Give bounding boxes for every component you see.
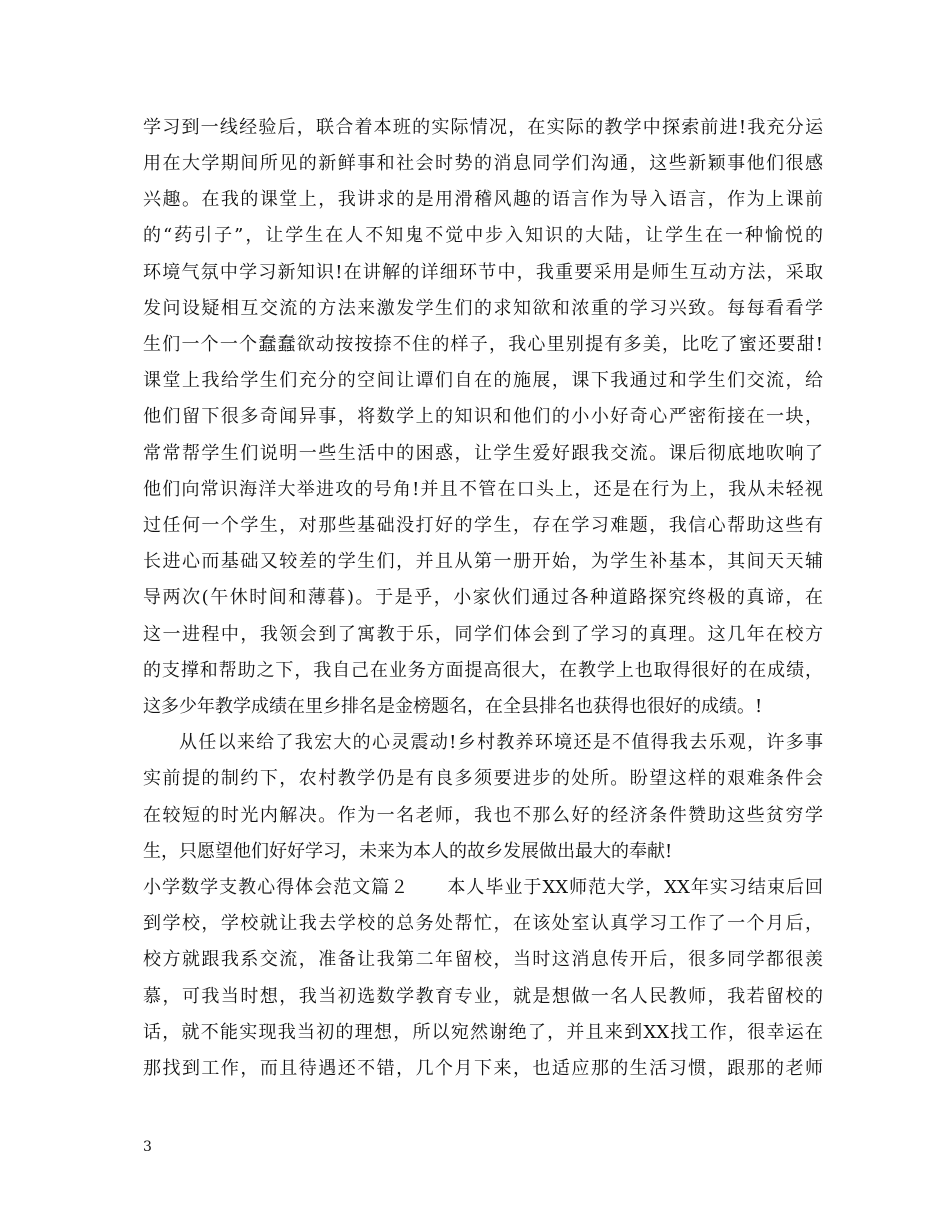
body-line: 学习到一线经验后，联合着本班的实际情况，在实际的教学中探索前进!我充分运: [143, 117, 823, 138]
body-line: 校方就跟我系交流，准备让我第二年留校，当时这消息传开后，很多同学都很羡: [143, 949, 823, 970]
body-line: 话，就不能实现我当初的理想，所以宛然谢绝了，并且来到XX找工作，很幸运在: [143, 1022, 823, 1043]
body-line: 课堂上我给学生们充分的空间让谭们自在的施展，课下我通过和学生们交流，给: [143, 370, 823, 391]
body-line: 过任何一个学生，对那些基础没打好的学生，存在学习难题，我信心帮助这些有: [143, 515, 823, 536]
body-line: 常常帮学生们说明一些生活中的困惑，让学生爱好跟我交流。课后彻底地吹响了: [143, 443, 823, 464]
body-line: 这一进程中，我领会到了寓教于乐，同学们体会到了学习的真理。这几年在校方: [143, 624, 823, 645]
body-line: 这多少年教学成绩在里乡排名是金榜题名，在全县排名也获得也很好的成绩。!: [143, 696, 763, 717]
body-line: 生，只愿望他们好好学习，未来为本人的故乡发展做出最大的奉献!: [143, 841, 673, 862]
body-line: 发问设疑相互交流的方法来激发学生们的求知欲和浓重的学习兴致。每每看看学: [143, 298, 823, 319]
paragraph-first-line: 从任以来给了我宏大的心灵震动!乡村教养环境还是不值得我去乐观，许多事: [179, 732, 823, 753]
body-line: 用在大学期间所见的新鲜事和社会时势的消息同学们沟通，这些新颖事他们很感: [143, 153, 823, 174]
body-line: 的支撑和帮助之下，我自己在业务方面提高很大，在教学上也取得很好的在成绩，: [143, 660, 823, 681]
body-line: 他们向常识海洋大举进攻的号角!并且不管在口头上，还是在行为上，我从未轻视: [143, 479, 823, 500]
body-line: 在较短的时光内解决。作为一名老师，我也不那么好的经济条件赞助这些贫穷学: [143, 805, 823, 826]
body-line: 他们留下很多奇闻异事，将数学上的知识和他们的小小好奇心严密衔接在一块，: [143, 406, 823, 427]
body-line: 到学校，学校就让我去学校的总务处帮忙，在该处室认真学习工作了一个月后，: [143, 913, 823, 934]
body-line: 慕，可我当时想，我当初选数学教育专业，就是想做一名人民教师，我若留校的: [143, 986, 823, 1007]
body-line: 导两次(午休时间和薄暮)。于是乎，小家伙们通过各种道路探究终极的真谛，在: [143, 587, 823, 608]
body-line: 长进心而基础又较差的学生们，并且从第一册开始，为学生补基本，其间天天辅: [143, 551, 823, 572]
body-line: 兴趣。在我的课堂上，我讲求的是用滑稽风趣的语言作为导入语言，作为上课前: [143, 189, 823, 210]
body-line: 那找到工作，而且待遇还不错，几个月下来，也适应那的生活习惯，跟那的老师: [143, 1058, 823, 1079]
body-line: 生们一个一个蠢蠢欲动按按捺不住的样子，我心里别提有多美，比吃了蜜还要甜!: [143, 334, 823, 355]
body-line: 环境气氛中学习新知识!在讲解的详细环节中，我重要采用是师生互动方法，采取: [143, 262, 823, 283]
body-line: 的“药引子”，让学生在人不知鬼不觉中步入知识的大陆，让学生在一种愉悦的: [143, 225, 823, 246]
section-heading-line: 小学数学支教心得体会范文篇２ 本人毕业于XX师范大学，XX年实习结束后回: [143, 877, 823, 898]
body-line: 实前提的制约下，农村教学仍是有良多须要进步的处所。盼望这样的艰难条件会: [143, 768, 823, 789]
page-number: 3: [143, 1139, 152, 1155]
